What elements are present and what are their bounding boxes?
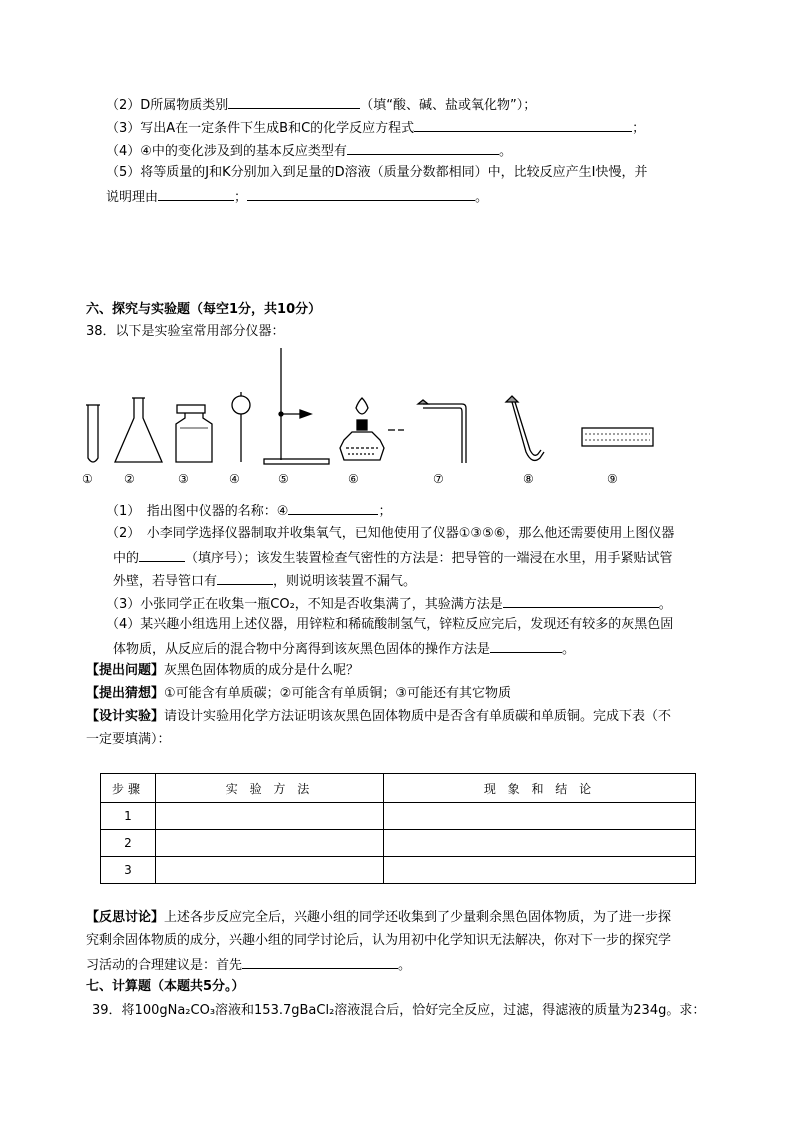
table-row — [101, 830, 696, 857]
experiment-table — [100, 773, 696, 884]
apparatus-label: ⑥ — [348, 472, 359, 486]
q38-intro: 38．以下是实验室常用部分仪器： — [86, 324, 285, 339]
answer-blank[interactable] — [414, 119, 632, 132]
conical-flask-icon — [115, 398, 162, 462]
q37-part5-line2: 说明理由 ； 。 — [106, 190, 489, 205]
gas-collecting-bottle-icon — [176, 405, 212, 462]
answer-blank[interactable] — [139, 549, 185, 562]
answer-blank[interactable] — [242, 956, 398, 969]
q38-part4-line1: （4）某兴趣小组选用上述仪器，用锌粒和稀硫酸制氢气，锌粒反应完后，发现还有较多的灰黑色固 — [106, 617, 674, 632]
q38-part2-line2: 中的 （填序号）；该发生装置检查气密性的方法是：把导管的一端浸在水里，用手紧贴试管 — [113, 551, 673, 566]
table-row — [101, 857, 696, 884]
q38-part1: （1） 指出图中仪器的名称：④ ； — [106, 504, 392, 519]
bent-tube-icon — [506, 396, 544, 460]
answer-blank[interactable] — [228, 96, 360, 109]
reflect-line3: 习活动的合理建议是：首先 。 — [86, 958, 412, 973]
q37-part5-line1: （5）将等质量的J和K分别加入到足量的D溶液（质量分数都相同）中，比较反应产生I快慢，并 — [106, 165, 648, 180]
q37-part3: （3）写出A在一定条件下生成B和C的化学反应方程式 ； — [106, 121, 646, 136]
method-cell[interactable] — [156, 857, 384, 884]
q38-part3: （3）小张同学正在收集一瓶CO₂，不知是否收集满了，其验满方法是 。 — [106, 597, 672, 612]
table-row — [101, 803, 696, 830]
apparatus-label: ⑤ — [278, 472, 289, 486]
method-cell[interactable] — [156, 803, 384, 830]
apparatus-label: ② — [124, 472, 135, 486]
method-cell[interactable] — [156, 830, 384, 857]
answer-blank[interactable] — [347, 142, 499, 155]
answer-blank[interactable] — [288, 502, 378, 515]
q37-part4: （4）④中的变化涉及到的基本反应类型有 。 — [106, 144, 512, 159]
result-cell[interactable] — [384, 857, 696, 884]
result-cell[interactable] — [384, 803, 696, 830]
q39-text: 39．将100gNa₂CO₃溶液和153.7gBaCl₂溶液混合后，恰好完全反应，过滤，得滤液的质量为234g。求： — [92, 1003, 706, 1018]
answer-blank[interactable] — [503, 595, 659, 608]
apparatus-label: ③ — [178, 472, 189, 486]
apparatus-label: ① — [82, 472, 93, 486]
design-line2: 一定要填满）： — [86, 732, 171, 747]
trough-icon — [582, 428, 653, 446]
answer-blank[interactable] — [490, 640, 562, 653]
reflect-line1: 【反思讨论】上述各步反应完全后，兴趣小组的同学还收集到了少量剩余黑色固体物质，为了进一步探 — [86, 910, 672, 925]
step-number: 1 — [101, 803, 156, 830]
delivery-tube-icon — [418, 400, 466, 463]
table-header: 现 象 和 结 论 — [384, 774, 696, 803]
iron-stand-icon — [264, 348, 329, 464]
apparatus-label: ⑦ — [433, 472, 444, 486]
apparatus-label: ⑨ — [607, 472, 618, 486]
step-number: 2 — [101, 830, 156, 857]
q38-part4-line2: 体物质，从反应后的混合物中分离得到该灰黑色固体的操作方法是 。 — [113, 642, 576, 657]
step-number: 3 — [101, 857, 156, 884]
section6-heading: 六、探究与实验题（每空1分，共10分） — [86, 302, 322, 317]
q37-part2: （2）D所属物质类别 （填“酸、碱、盐或氧化物”）； — [106, 98, 537, 113]
answer-blank[interactable] — [158, 188, 234, 201]
apparatus-label: ④ — [229, 472, 240, 486]
table-header: 步骤 — [101, 774, 156, 803]
q38-part2-line3: 外壁，若导管口有 ，则说明该装置不漏气。 — [113, 574, 417, 589]
alcohol-lamp-icon — [340, 398, 404, 460]
result-cell[interactable] — [384, 830, 696, 857]
funnel-icon — [232, 392, 250, 462]
table-header: 实 验 方 法 — [156, 774, 384, 803]
design-line: 【设计实验】请设计实验用化学方法证明该灰黑色固体物质中是否含有单质碳和单质铜。完成下表（不 — [86, 709, 672, 724]
section7-heading: 七、计算题（本题共5分。） — [86, 979, 245, 994]
question-line: 【提出问题】灰黑色固体物质的成分是什么呢？ — [86, 663, 360, 678]
apparatus-label: ⑧ — [523, 472, 534, 486]
answer-blank[interactable] — [217, 572, 273, 585]
reflect-line2: 究剩余固体物质的成分，兴趣小组的同学讨论后，认为用初中化学知识无法解决，你对下一步的探究学 — [86, 933, 672, 948]
test-tube-icon — [86, 405, 100, 462]
guess-line: 【提出猜想】①可能含有单质碳；②可能含有单质铜；③可能还有其它物质 — [86, 686, 511, 701]
answer-blank[interactable] — [247, 188, 475, 201]
table-header-row — [101, 774, 696, 803]
q38-part2-line1: （2） 小李同学选择仪器制取并收集氧气，已知他使用了仪器①③⑤⑥，那么他还需要使用上图仪器 — [106, 526, 675, 541]
